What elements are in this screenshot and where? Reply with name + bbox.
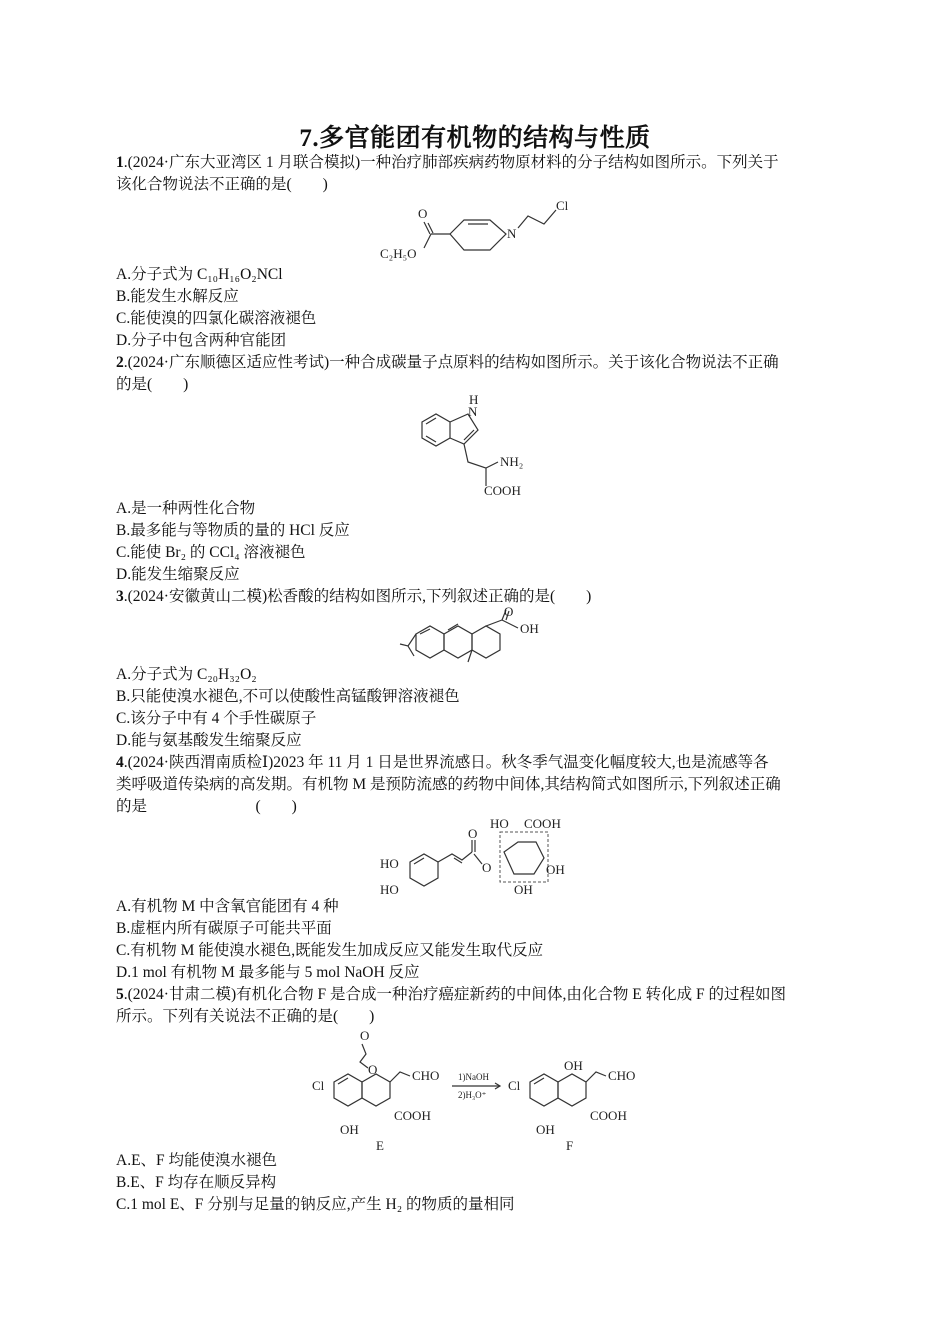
q3-molecule bbox=[396, 606, 556, 666]
q4-molecule bbox=[380, 814, 580, 900]
q5-reaction-scheme bbox=[312, 1028, 652, 1154]
q2-stem-text1: .(2024·广东顺德区适应性考试)一种合成碳量子点原料的结构如图所示。关于该化合物说法不正确 bbox=[123, 354, 779, 371]
q1-stem-line1 bbox=[116, 152, 779, 174]
q2-option-a: A.是一种两性化合物 bbox=[116, 500, 256, 517]
q5-mol-f-oh-top: OH bbox=[564, 1058, 583, 1073]
q1-option-b: B.能发生水解反应 bbox=[116, 288, 239, 305]
q3-number: 3 bbox=[116, 588, 124, 605]
q2-number: 2 bbox=[116, 354, 124, 371]
q1-mol-ester: C₂H₅O bbox=[380, 246, 417, 261]
q4-option-c: C.有机物 M 能使溴水褪色,既能发生加成反应又能发生取代反应 bbox=[116, 942, 544, 959]
q3-stem-text1: .(2024·安徽黄山二模)松香酸的结构如图所示,下列叙述正确的是( ) bbox=[123, 588, 592, 605]
q1-mol-n: N bbox=[507, 226, 517, 241]
q4-option-b: B.虚框内所有碳原子可能共平面 bbox=[116, 920, 332, 937]
q2-mol-nh-h: H bbox=[469, 394, 479, 407]
q5-mol-f-cl: Cl bbox=[508, 1078, 521, 1093]
q4-mol-ho-top: HO bbox=[490, 816, 509, 831]
q2-stem-line2: 的是( ) bbox=[116, 376, 189, 393]
q1-stem-text1: .(2024·广东大亚湾区 1 月联合模拟)一种治疗肺部疾病药物原材料的分子结构如图所示。下列关于 bbox=[123, 154, 779, 171]
q5-option-a: A.E、F 均能使溴水褪色 bbox=[116, 1152, 278, 1169]
q5-mol-e-oh: OH bbox=[340, 1122, 359, 1137]
q4-mol-o1: O bbox=[468, 826, 478, 841]
q5-mol-f-cooh: COOH bbox=[590, 1108, 627, 1123]
q4-option-a: A.有机物 M 中含氧官能团有 4 种 bbox=[116, 898, 339, 915]
q4-mol-ho2: HO bbox=[380, 882, 399, 897]
q5-mol-e-cooh: COOH bbox=[394, 1108, 431, 1123]
q5-label-f: F bbox=[566, 1138, 574, 1153]
q1-option-a: A.分子式为 C₁₀H₁₆O₂NCl bbox=[116, 266, 283, 283]
q1-mol-o: O bbox=[418, 206, 428, 221]
q5-mol-e-cl: Cl bbox=[312, 1078, 325, 1093]
q4-mol-o2: O bbox=[482, 860, 492, 875]
q4-stem-text1: .(2024·陕西渭南质检Ⅰ)2023 年 11 月 1 日是世界流感日。秋冬季气温变化幅度较大,也是流感等各 bbox=[123, 754, 769, 771]
q1-mol-cl: Cl bbox=[556, 198, 569, 213]
q3-mol-oh: OH bbox=[520, 621, 539, 636]
q3-option-a: A.分子式为 C₂₀H₃₂O₂ bbox=[116, 666, 257, 683]
q4-stem-line1 bbox=[116, 752, 769, 774]
q1-option-c: C.能使溴的四氯化碳溶液褪色 bbox=[116, 310, 317, 327]
q2-option-b: B.最多能与等物质的量的 HCl 反应 bbox=[116, 522, 350, 539]
q4-stem-line3: 的是 ( ) bbox=[116, 798, 297, 815]
q2-option-d: D.能发生缩聚反应 bbox=[116, 566, 240, 583]
q3-stem-line1 bbox=[116, 586, 591, 608]
q4-option-d: D.1 mol 有机物 M 最多能与 5 mol NaOH 反应 bbox=[116, 964, 420, 981]
q3-option-c: C.该分子中有 4 个手性碳原子 bbox=[116, 710, 317, 727]
q1-number: 1 bbox=[116, 154, 124, 171]
q5-mol-f-cho: CHO bbox=[608, 1068, 636, 1083]
q1-stem-line2: 该化合物说法不正确的是( ) bbox=[116, 176, 328, 193]
q2-mol-cooh: COOH bbox=[484, 483, 521, 498]
q3-option-d: D.能与氨基酸发生缩聚反应 bbox=[116, 732, 302, 749]
q5-reagent-2: 2)H₃O⁺ bbox=[458, 1090, 487, 1100]
q4-mol-cooh: COOH bbox=[524, 816, 561, 831]
q5-mol-e-ester-o: O bbox=[368, 1062, 378, 1077]
q5-option-c: C.1 mol E、F 分别与足量的钠反应,产生 H₂ 的物质的量相同 bbox=[116, 1196, 515, 1213]
q2-mol-nh2: NH₂ bbox=[500, 454, 524, 469]
q1-option-d: D.分子中包含两种官能团 bbox=[116, 332, 287, 349]
q4-mol-oh-bottom: OH bbox=[514, 882, 533, 897]
q5-stem-line1 bbox=[116, 984, 786, 1006]
q5-mol-e-carbonyl-o: O bbox=[360, 1028, 370, 1043]
q2-molecule bbox=[412, 394, 542, 500]
q2-stem-line1 bbox=[116, 352, 779, 374]
q4-stem-line2: 类呼吸道传染病的高发期。有机物 M 是预防流感的药物中间体,其结构简式如图所示,下列叙述正确 bbox=[116, 776, 781, 793]
q5-number: 5 bbox=[116, 986, 124, 1003]
q4-mol-ho1: HO bbox=[380, 856, 399, 871]
q5-mol-e-cho: CHO bbox=[412, 1068, 440, 1083]
q5-reagent-1: 1)NaOH bbox=[458, 1072, 489, 1082]
q5-stem-line2: 所示。下列有关说法不正确的是( ) bbox=[116, 1008, 375, 1025]
q3-option-b: B.只能使溴水褪色,不可以使酸性高锰酸钾溶液褪色 bbox=[116, 688, 460, 705]
q5-label-e: E bbox=[376, 1138, 384, 1153]
q3-mol-o: O bbox=[504, 606, 514, 619]
q4-mol-oh-right: OH bbox=[546, 862, 565, 877]
q5-mol-f-oh: OH bbox=[536, 1122, 555, 1137]
page-title: 7.多官能团有机物的结构与性质 bbox=[299, 125, 651, 152]
q5-stem-text1: .(2024·甘肃二模)有机化合物 F 是合成一种治疗癌症新药的中间体,由化合物 E 转化成 F 的过程如图 bbox=[123, 986, 786, 1003]
q4-number: 4 bbox=[116, 754, 124, 771]
q2-option-c: C.能使 Br₂ 的 CCl₄ 溶液褪色 bbox=[116, 544, 306, 561]
q5-option-b: B.E、F 均存在顺反异构 bbox=[116, 1174, 277, 1191]
q2-mol-n: N bbox=[468, 404, 478, 419]
q1-molecule bbox=[378, 196, 588, 268]
